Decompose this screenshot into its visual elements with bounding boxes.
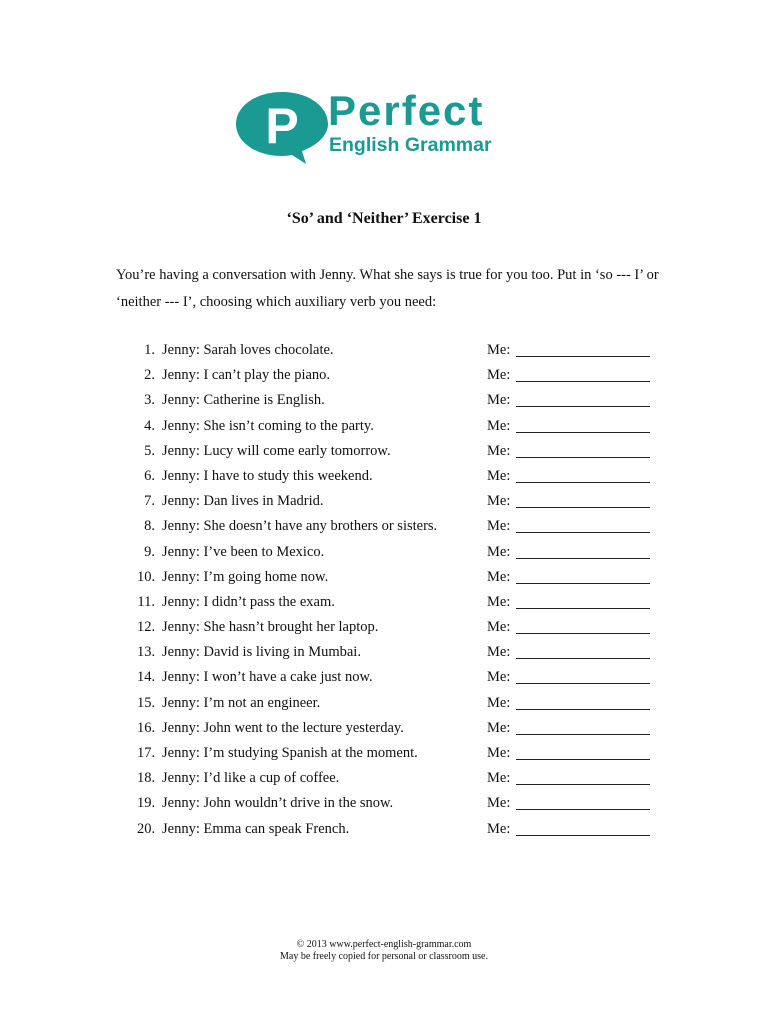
me-label: Me: [487,467,511,484]
me-label: Me: [487,493,511,510]
answer-blank[interactable] [516,835,650,836]
item-prompt: Jenny: She doesn’t have any brothers or sisters. [162,518,438,535]
logo-word-perfect: Perfect [328,87,485,134]
exercise-item [137,667,657,692]
me-label: Me: [487,367,511,384]
item-prompt: Jenny: John went to the lecture yesterday. [162,719,404,736]
item-number: 6. [144,467,155,484]
item-prompt: Jenny: Lucy will come early tomorrow. [162,442,391,459]
answer-blank[interactable] [516,608,650,609]
item-number: 9. [144,543,155,560]
me-label: Me: [487,568,511,585]
item-prompt: Jenny: She isn’t coming to the party. [162,417,374,434]
me-label: Me: [487,820,511,837]
item-number: 1. [144,342,155,358]
me-label: Me: [487,644,511,661]
answer-blank[interactable] [516,583,650,584]
item-prompt: Jenny: I’d like a cup of coffee. [162,770,340,787]
item-number: 10. [137,568,156,585]
item-number: 18. [137,770,156,787]
answer-blank[interactable] [516,633,650,634]
item-number: 14. [137,669,156,686]
exercise-item [137,516,657,541]
exercise-item [137,642,657,667]
item-number: 8. [144,518,155,535]
page-title: ‘So’ and ‘Neither’ Exercise 1 [286,210,482,227]
logo-word-english-grammar: English Grammar [329,134,492,156]
footer-copyright: © 2013 www.perfect-english-grammar.com [296,939,472,950]
item-number: 19. [137,795,156,812]
item-number: 5. [144,442,155,459]
item-prompt: Jenny: David is living in Mumbai. [162,644,361,661]
me-label: Me: [487,543,511,560]
exercise-item [137,743,657,768]
item-prompt: Jenny: Dan lives in Madrid. [162,493,324,510]
item-number: 16. [137,719,156,736]
exercise-item [137,390,657,415]
item-prompt: Jenny: I have to study this weekend. [162,467,373,484]
me-label: Me: [487,342,511,358]
answer-blank[interactable] [516,532,650,533]
me-label: Me: [487,619,511,636]
logo-wordmark [328,87,492,156]
answer-blank[interactable] [516,482,650,483]
item-prompt: Jenny: I can’t play the piano. [162,367,331,384]
me-label: Me: [487,745,511,761]
logo-letter: P [265,98,299,154]
answer-blank[interactable] [516,734,650,735]
exercise-item [137,819,657,844]
answer-blank[interactable] [516,784,650,785]
me-label: Me: [487,669,511,686]
item-number: 17. [137,745,156,761]
answer-blank[interactable] [516,432,650,433]
exercise-item [137,617,657,642]
exercise-item [137,340,657,365]
item-prompt: Jenny: I didn’t pass the exam. [162,593,335,610]
item-prompt: Jenny: I’ve been to Mexico. [162,543,325,560]
item-number: 3. [144,392,155,409]
exercise-item [137,441,657,466]
exercise-item [137,567,657,592]
answer-blank[interactable] [516,658,650,659]
exercise-item [137,592,657,617]
exercise-item [137,491,657,516]
speech-bubble-logo-icon [234,88,330,164]
item-prompt: Jenny: I’m going home now. [162,568,329,585]
instructions: You’re having a conversation with Jenny. What she says is true for you too. Put in ‘so --- I’ or ‘neither --- I’, choosing which auxiliary verb you need: [116,267,659,310]
item-prompt: Jenny: John wouldn’t drive in the snow. [162,795,394,812]
exercise-item [137,416,657,441]
item-prompt: Jenny: She hasn’t brought her laptop. [162,619,379,636]
answer-blank[interactable] [516,457,650,458]
item-prompt: Jenny: I’m not an engineer. [162,694,321,711]
me-label: Me: [487,770,511,787]
item-prompt: Jenny: I’m studying Spanish at the moment. [162,745,418,761]
item-prompt: Jenny: Emma can speak French. [162,820,350,837]
me-label: Me: [487,694,511,711]
answer-blank[interactable] [516,683,650,684]
answer-blank[interactable] [516,507,650,508]
me-label: Me: [487,518,511,535]
exercise-item [137,693,657,718]
footer-license: May be freely copied for personal or classroom use. [280,951,488,962]
exercise-item [137,768,657,793]
item-number: 15. [137,694,156,711]
exercise-item [137,718,657,743]
exercise-list [137,340,657,844]
me-label: Me: [487,593,511,610]
me-label: Me: [487,392,511,409]
footer [0,939,768,963]
me-label: Me: [487,417,511,434]
exercise-item [137,466,657,491]
item-number: 13. [137,644,156,661]
answer-blank[interactable] [516,356,650,357]
item-number: 12. [137,619,156,636]
answer-blank[interactable] [516,558,650,559]
item-number: 2. [144,367,155,384]
answer-blank[interactable] [516,809,650,810]
me-label: Me: [487,795,511,812]
me-label: Me: [487,442,511,459]
item-prompt: Jenny: I won’t have a cake just now. [162,669,373,686]
answer-blank[interactable] [516,381,650,382]
me-label: Me: [487,719,511,736]
item-prompt: Jenny: Sarah loves chocolate. [162,342,334,358]
item-number: 11. [137,593,155,610]
item-number: 7. [144,493,155,510]
exercise-item [137,542,657,567]
logo [234,88,524,164]
answer-blank[interactable] [516,709,650,710]
item-prompt: Jenny: Catherine is English. [162,392,325,409]
exercise-item [137,793,657,818]
answer-blank[interactable] [516,406,650,407]
item-number: 20. [137,820,156,837]
item-number: 4. [144,417,155,434]
answer-blank[interactable] [516,759,650,760]
exercise-item [137,365,657,390]
